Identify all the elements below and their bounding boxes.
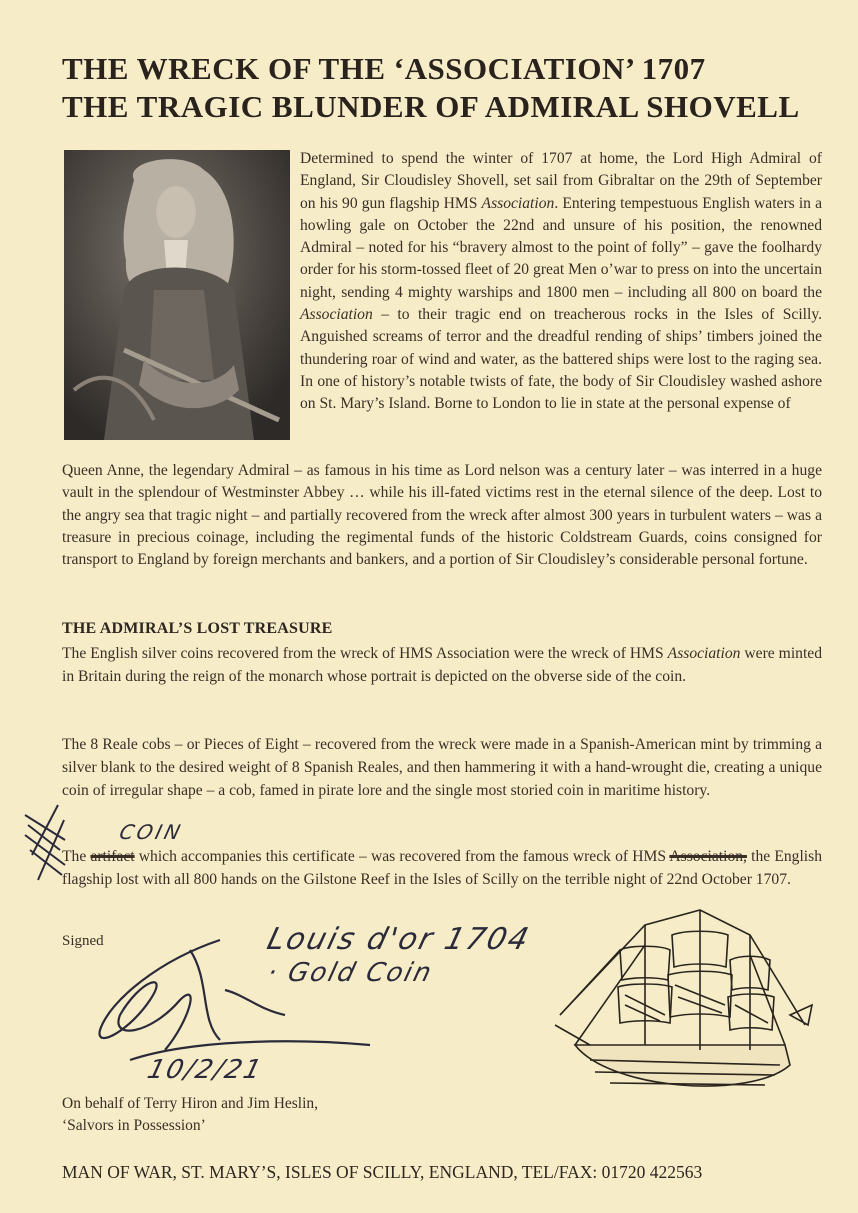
document-title bbox=[62, 50, 832, 126]
intro-paragraph bbox=[300, 148, 822, 416]
handwritten-date: 10/2/21 bbox=[144, 1055, 266, 1085]
para1-start: The English silver coins recovered from the wreck of HMS Association were the wreck of HMS bbox=[62, 645, 668, 662]
intro-continued-paragraph: Queen Anne, the legendary Admiral – as famous in his time as Lord nelson was a century later – was interred in a huge vault in the splendour of Westminster Abbey … while his ill-fated victims rest in the eternal silence of the deep. Lost to the angry sea that tragic night – and partially recovered from the wreck after almost 300 years in turbulent waters – was a treasure in precious coinage, including the regimental funds of the historic Coldstream Guards, coins consigned for transport to England by foreign merchants and bankers, and a portion of Sir Cloudisley’s considerable personal fortune. bbox=[62, 462, 822, 569]
behalf-block bbox=[62, 1093, 318, 1137]
struck-word-association: Association, bbox=[669, 848, 747, 865]
intro-text-lead: Determined to spend the winter of 1707 at home, the Lord High Admiral of England, Sir Cloudisley Shovell, set sail from Gibraltar on the 29th of September on his 90 gun flagship HMS bbox=[300, 150, 822, 212]
section-heading: THE ADMIRAL’S LOST TREASURE bbox=[62, 620, 333, 637]
handwritten-coin-type: · Gold Coin bbox=[264, 958, 437, 988]
intro-ship-name: Association bbox=[481, 194, 555, 212]
intro-text-end: – to their tragic end on treacherous rocks in the Isles of Scilly. Anguished screams of terror and the dreadful rending of ships’ timbers joined the thundering roar of wind and water, as the battered ships were lost to the raging sea. In one of history’s notable twists of fate, the body of Sir Cloudisley washed ashore on St. Mary’s Island. Borne to London to lie in state at the personal expense of bbox=[300, 306, 822, 413]
para3-b: which accompanies this certificate – was recovered from the famous wreck of HMS bbox=[134, 848, 670, 865]
para1-end: were minted in Britain during the reign of the monarch whose portrait is depicted on the obverse side of the coin. bbox=[62, 645, 822, 685]
intro-text-mid: . Entering tempestuous English waters in a howling gale on October the 22nd and unsure of his position, the renowned Admiral – noted for his “bravery almost to the point of folly” – gave the foolhardy order for his storm-tossed fleet of 20 great Men o’war to press on into the uncertain night, sending 4 mighty warships and 1800 men – including all 800 on board the bbox=[300, 194, 822, 301]
title-line-2: THE TRAGIC BLUNDER OF ADMIRAL SHOVELL bbox=[62, 89, 800, 124]
behalf-line-2: ‘Salvors in Possession’ bbox=[62, 1117, 206, 1134]
admiral-portrait-image bbox=[64, 150, 290, 440]
signed-label: Signed bbox=[62, 933, 104, 949]
behalf-line-1: On behalf of Terry Hiron and Jim Heslin, bbox=[62, 1095, 319, 1112]
intro-ship-name-2: Association bbox=[300, 306, 373, 324]
paragraph-english-coins bbox=[62, 642, 822, 688]
para3-c: the English flagship lost with all 800 hands on the Gilstone Reef in the Isles of Scilly on the terrible night of 22nd October 1707. bbox=[62, 848, 822, 888]
title-line-1: THE WRECK OF THE ‘ASSOCIATION’ 1707 bbox=[62, 51, 706, 86]
struck-word-artifact: artifact bbox=[90, 848, 135, 865]
footer-address: MAN OF WAR, ST. MARY’S, ISLES OF SCILLY, ENGLAND, TEL/FAX: 01720 422563 bbox=[62, 1162, 703, 1182]
handwritten-coin-name: Louis d'or 1704 bbox=[263, 922, 534, 957]
para1-ship-name: Association bbox=[667, 645, 741, 662]
para3-a: The bbox=[62, 848, 91, 865]
margin-mark-scribble bbox=[20, 795, 72, 885]
ship-illustration bbox=[550, 905, 820, 1120]
paragraph-certificate bbox=[62, 845, 822, 891]
paragraph-reale-cobs: The 8 Reale cobs – or Pieces of Eight – recovered from the wreck were made in a Spanish-American mint by trimming a silver blank to the desired weight of 8 Spanish Reales, and then hammering it with a hand-wrought die, creating a unique coin of irregular shape – a cob, famed in pirate lore and the single most storied coin in maritime history. bbox=[62, 736, 822, 799]
handwritten-correction: COIN bbox=[117, 820, 186, 844]
